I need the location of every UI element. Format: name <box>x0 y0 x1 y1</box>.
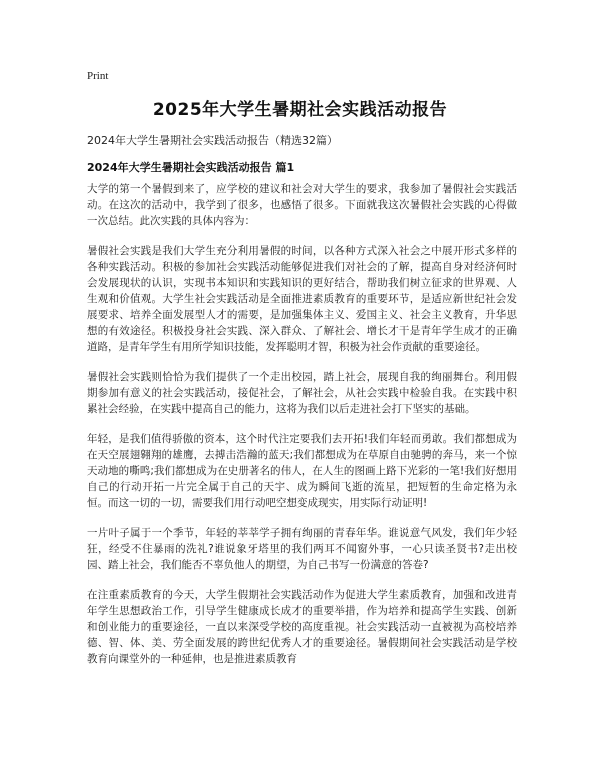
paragraph: 大学的第一个暑假到来了，应学校的建议和社会对大学生的要求，我参加了暑假社会实践活动。在这次的活动中，我学到了很多，也感悟了很多。下面就我这次暑假社会实践的心得做一次总结。此次实践的具体内容为： <box>87 183 517 227</box>
paragraph: 暑假社会实践则恰恰为我们提供了一个走出校园，踏上社会，展现自我的绚丽舞台。利用假期参加有意义的社会实践活动，接促社会，了解社会，从社会实践中检验自我。在实践中积累社会经验，在实践中提高自己的能力，这将为我们以后走进社会打下坚实的基础。 <box>87 371 517 415</box>
document-body <box>87 181 517 667</box>
paragraph: 年轻，是我们值得骄傲的资本，这个时代注定要我们去开拓!我们年轻而勇敢。我们都想成为在天空展翅翱翔的雄鹰，去搏击浩瀚的蓝天;我们都想成为在草原自由驰骋的奔马，来一个惊天动地的嘶鸣;我们都想成为在史册著名的伟人，在人生的图画上路下光彩的一笔!我们好想用自己的行动开拓一片完全属于自己的天宇、成为瞬间飞逝的流星，把短暂的生命定格为永恒。而这一切的一切，需要我们用行动吧空想变成现实，用实际行动证明! <box>87 433 517 509</box>
paragraph: 在注重素质教育的今天，大学生假期社会实践活动作为促进大学生素质教育，加强和改进青年学生思想政治工作，引导学生健康成长成才的重要举措，作为培养和提高学生实践、创新和创业能力的重要途径，一直以来深受学校的高度重视。社会实践活动一直被视为高校培养德、智、体、美、劳全面发展的跨世纪优秀人才的重要途径。暑假期间社会实践活动是学校教育向课堂外的一种延伸，也是推进素质教育 <box>87 589 517 665</box>
section-heading: 2024年大学生暑期社会实践活动报告 篇1 <box>87 161 295 174</box>
document-title: 2025年大学生暑期社会实践活动报告 <box>152 100 448 120</box>
print-link[interactable]: Print <box>87 70 109 82</box>
paragraph: 暑假社会实践是我们大学生充分利用暑假的时间，以各种方式深入社会之中展开形式多样的各种实践活动。积极的参加社会实践活动能够促进我们对社会的了解，提高自身对经济何时会发展现状的认识，实现书本知识和实践知识的更好结合，帮助我们树立征求的世界观、人生观和价值观。大学生社会实践活动是全面推进素质教育的重要环节，是适应新世纪社会发展要求、培养全面发展型人才的需要，是加强集体主义、爱国主义、社会主义教育，升华思想的有效途径。积极投身社会实践、深入群众、了解社会、增长才干是青年学生成才的正确道路，是青年学生有用所学知识技能，发挥聪明才智，积极为社会作贡献的重要途径。 <box>87 245 517 353</box>
paragraph: 一片叶子属于一个季节，年轻的莘莘学子拥有绚丽的青春年华。谁说意气风发，我们年少轻狂，经受不住暴雨的洗礼?谁说象牙塔里的我们两耳不闻窗外事，一心只读圣贤书?走出校园、踏上社会，我们能否不辜负他人的期望，为自己书写一份满意的答卷? <box>87 527 517 571</box>
document-subtitle: 2024年大学生暑期社会实践活动报告（精选32篇） <box>87 134 338 147</box>
